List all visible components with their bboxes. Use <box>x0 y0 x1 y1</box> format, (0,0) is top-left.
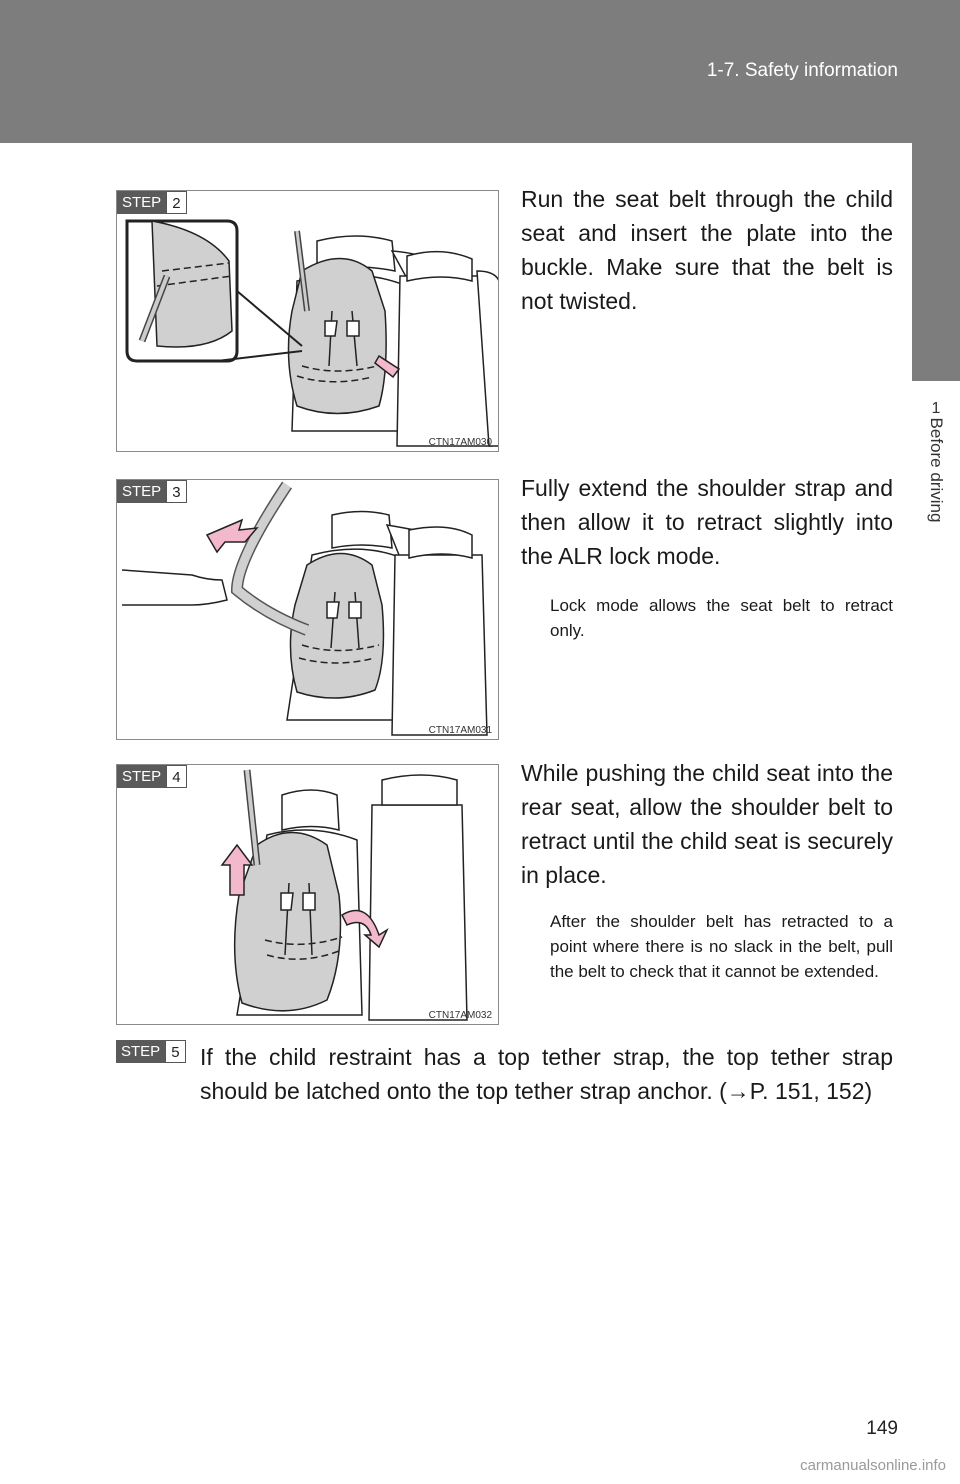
figure-code: CTN17AM031 <box>428 725 492 736</box>
figure-step-2 <box>116 190 499 452</box>
step-number: 2 <box>166 191 186 214</box>
page-number: 149 <box>866 1418 898 1439</box>
figure-code: CTN17AM030 <box>428 437 492 448</box>
step-2-text: Run the seat belt through the child seat and insert the plate into the buckle. Make sure that the belt is not twisted. <box>521 186 893 314</box>
step-number: 3 <box>166 480 186 503</box>
figure-step-4 <box>116 764 499 1025</box>
section-title: 1-7. Safety information <box>706 60 898 81</box>
step-number: 5 <box>165 1040 185 1063</box>
page-header <box>0 0 960 143</box>
chapter-label: Before driving <box>927 417 946 523</box>
step-label: STEP <box>117 480 166 503</box>
step-3-note: Lock mode allows the seat belt to retract only. <box>550 596 893 640</box>
figure-step-3 <box>116 479 499 740</box>
step-5-text: If the child restraint has a top tether strap, the top tether strap should be latched onto the top tether strap anchor. (→P. 151, 152) <box>200 1044 893 1104</box>
step-4-note: After the shoulder belt has retracted to a point where there is no slack in the belt, pull the belt to check that it cannot be extended. <box>550 912 893 981</box>
step-label: STEP <box>116 1040 165 1063</box>
step-3-badge <box>117 480 187 503</box>
watermark: carmanualsonline.info <box>800 1457 946 1474</box>
step-4-badge <box>117 765 187 788</box>
step-label: STEP <box>117 191 166 214</box>
step-2-badge <box>117 191 187 214</box>
chapter-tab <box>912 143 960 381</box>
chapter-number: 1 <box>931 400 941 417</box>
child-seat-buckle-illustration <box>117 191 499 452</box>
push-child-seat-illustration <box>117 765 499 1025</box>
step-3-text: Fully extend the shoulder strap and then allow it to retract slightly into the ALR lock mode. <box>521 475 893 569</box>
step-label: STEP <box>117 765 166 788</box>
step-4-text: While pushing the child seat into the rear seat, allow the shoulder belt to retract until the child seat is securely in place. <box>521 760 893 888</box>
figure-code: CTN17AM032 <box>428 1010 492 1021</box>
shoulder-strap-illustration <box>117 480 499 740</box>
step-number: 4 <box>166 765 186 788</box>
step-5-badge <box>116 1040 186 1063</box>
